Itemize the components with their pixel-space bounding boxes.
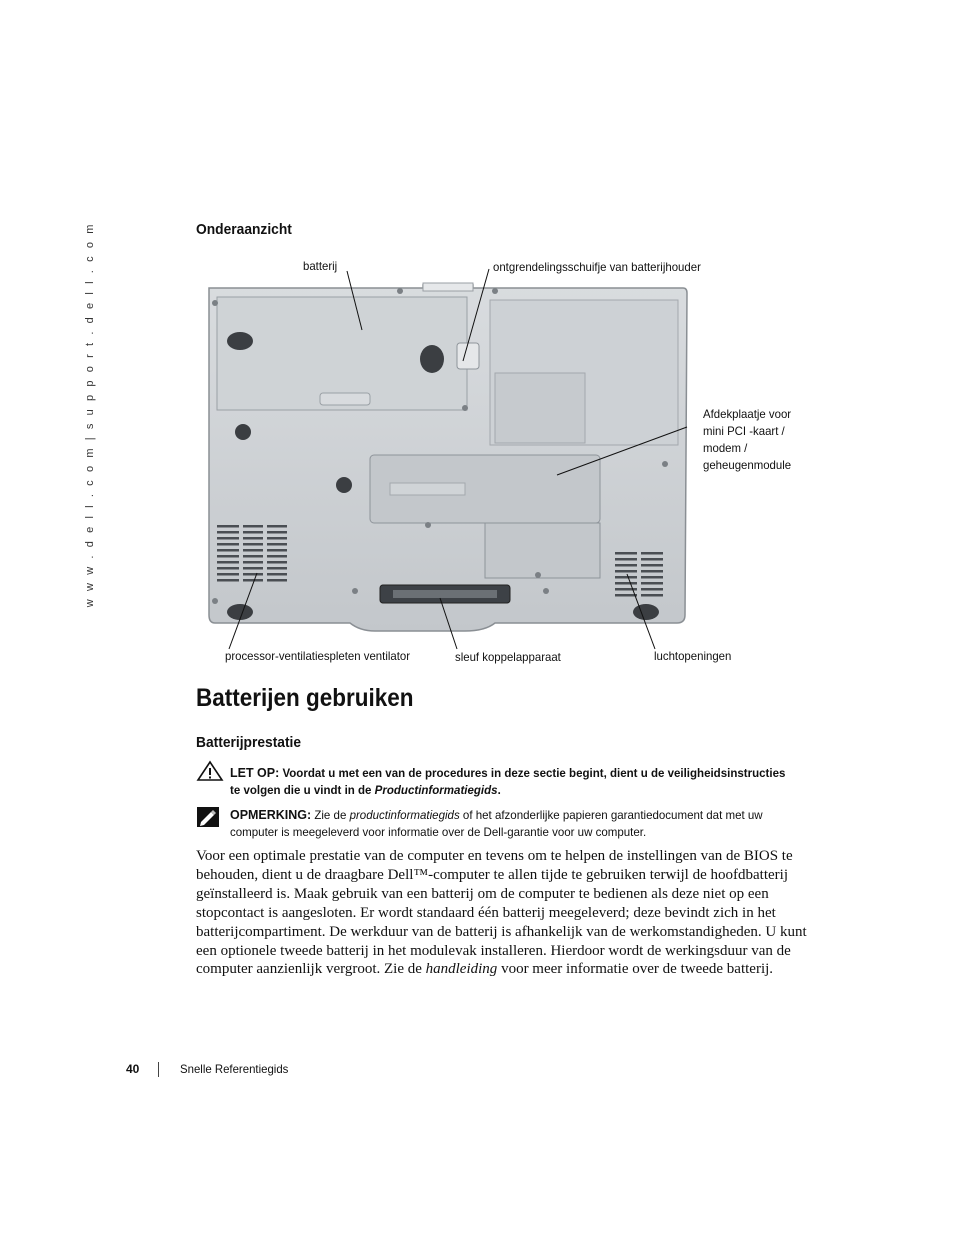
caution-label: LET OP: bbox=[230, 765, 280, 780]
note-text: of het afzonderlijke papieren garantiedocument dat met uw computer is meegeleverd voor informatie over de Dell-garantie voor uw computer. bbox=[230, 808, 763, 839]
body-paragraph bbox=[196, 847, 820, 979]
note-pre: Zie de bbox=[314, 808, 347, 822]
main-heading: Batterijen gebruiken bbox=[196, 684, 414, 712]
warning-icon bbox=[196, 760, 224, 787]
footer-divider bbox=[158, 1062, 159, 1077]
body-part1: Voor een optimale prestatie van de computer en tevens om te helpen de instellingen van de BIOS te behouden, dient u de draagbare Dell™-computer te allen tijde te gebruiken terwijl de hoofdbatterij geïnstalleerd is. Maak gebruik van een batterij om de computer te bedienen als deze niet op een stopcontact is aangesloten. Er wordt standaard één batterij meegeleverd; deze bevindt zich in het batterijcompartiment. De werkduur van de batterij is afhankelijk van de werkomstandigheden. U kunt een optionele tweede batterij in het modulevak installeren. Hierdoor wordt de werkingsduur van de computer aanzienlijk vergroot. Zie de bbox=[196, 848, 807, 978]
body-part2: voor meer informatie over de tweede batterij. bbox=[501, 961, 774, 978]
callout-cover-line1: Afdekplaatje voor bbox=[703, 407, 792, 421]
laptop-bottom-figure bbox=[195, 255, 815, 670]
sub-heading: Batterijprestatie bbox=[196, 734, 302, 751]
page-number: 40 bbox=[126, 1062, 140, 1076]
callout-air-vents: luchtopeningen bbox=[654, 649, 732, 663]
callout-cover-line4: geheugenmodule bbox=[703, 458, 792, 472]
callout-docking-slot: sleuf koppelapparaat bbox=[455, 650, 561, 664]
section-heading: Onderaanzicht bbox=[196, 221, 292, 238]
pencil-note-icon bbox=[196, 806, 220, 833]
caution-end: . bbox=[497, 783, 501, 797]
callout-battery: batterij bbox=[303, 259, 338, 273]
callout-cover-line2: mini PCI -kaart / bbox=[703, 424, 785, 438]
body-ref: handleiding bbox=[425, 961, 498, 978]
caution-text: Voordat u met een van de procedures in deze sectie begint, dient u de veiligheidsinstructies te volgen die u vindt in de bbox=[230, 766, 786, 797]
callout-battery-release: ontgrendelingsschuifje van batterijhouder bbox=[493, 260, 701, 274]
note-ref: productinformatiegids bbox=[349, 808, 460, 822]
note-label: OPMERKING: bbox=[230, 807, 312, 822]
footer-title: Snelle Referentiegids bbox=[180, 1062, 289, 1076]
side-url: w w w . d e l l . c o m | s u p p o r t . d e l l . c o m bbox=[84, 222, 96, 608]
callout-cover-line3: modem / bbox=[703, 441, 748, 455]
callout-fan-vents: processor-ventilatiespleten ventilator bbox=[225, 649, 411, 663]
caution-ref: Productinformatiegids bbox=[374, 783, 498, 797]
